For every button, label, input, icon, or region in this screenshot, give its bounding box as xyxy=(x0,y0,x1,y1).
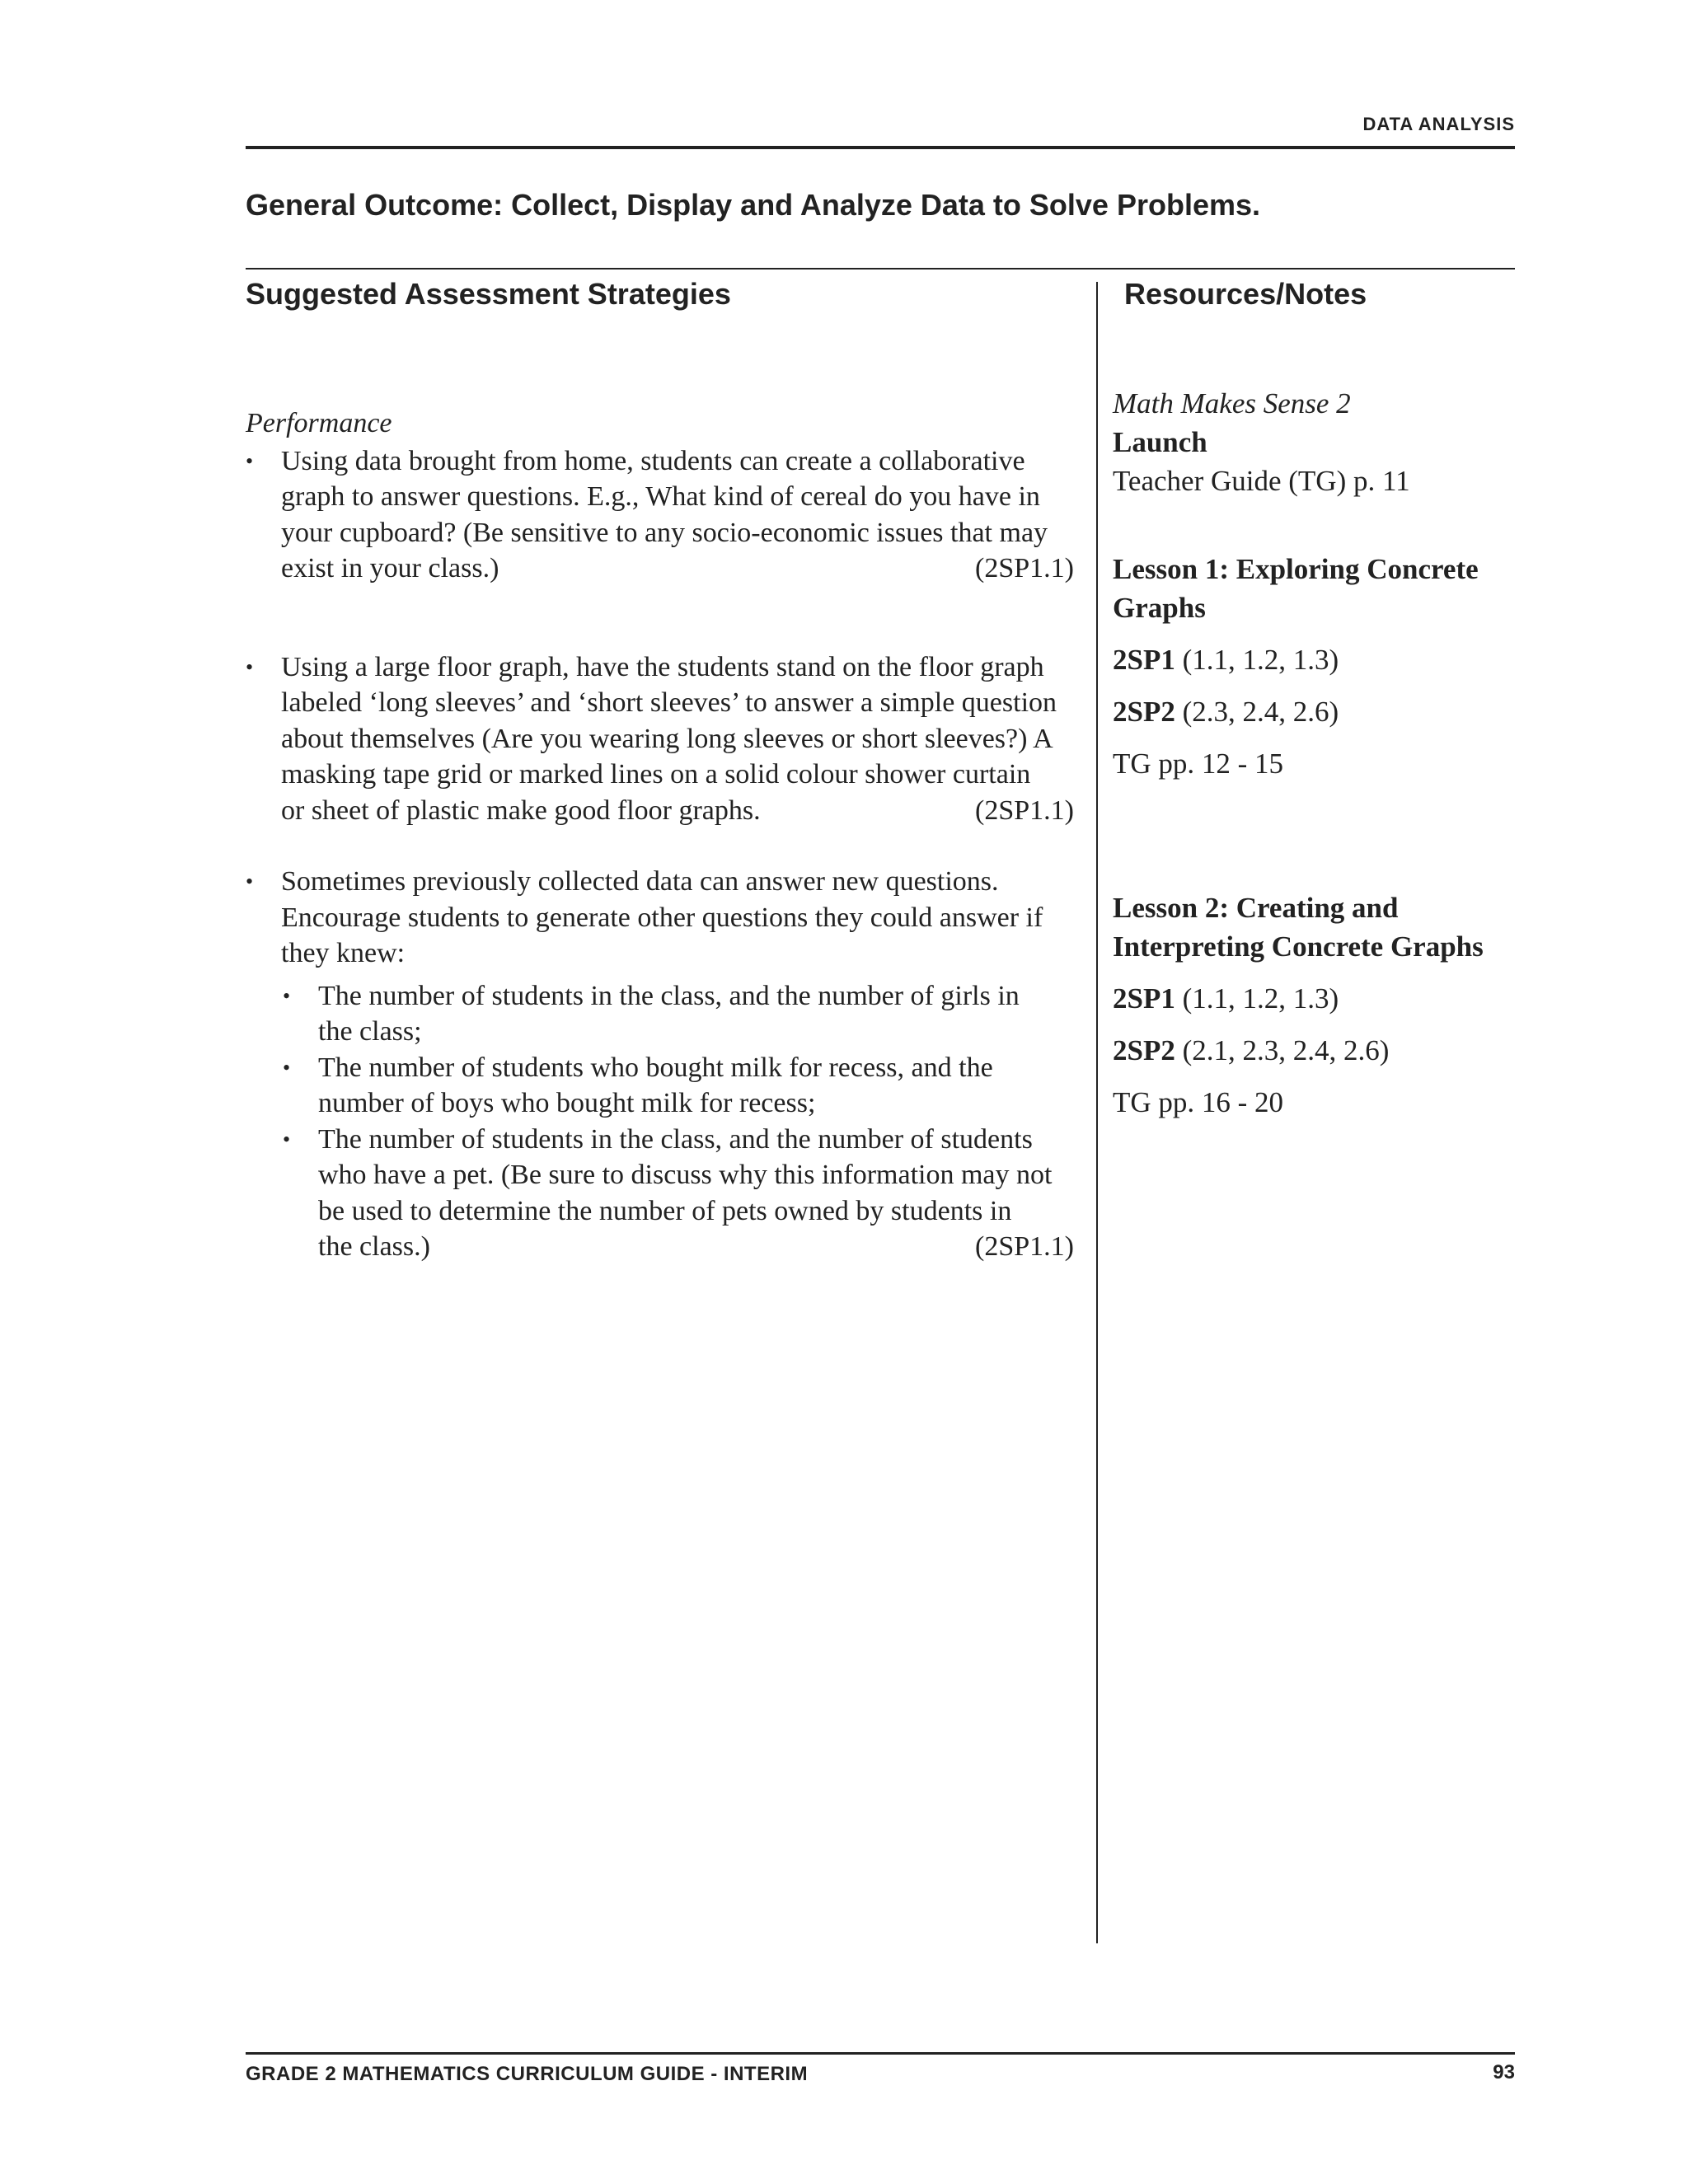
lesson2-title-line: Lesson 2: Creating and xyxy=(1113,892,1399,924)
resources-heading: Resources/Notes xyxy=(1124,277,1367,311)
bullet-line: • Using a large floor graph, have the students stand on the floor graph xyxy=(281,651,1044,682)
assessment-bullet-3 xyxy=(246,864,1074,972)
sub-bullet-2 xyxy=(246,1050,1074,1122)
bullet-line: your cupboard? (Be sensitive to any socio-economic issues that may xyxy=(281,517,1048,548)
bullet-line: • Using data brought from home, students can create a collaborative xyxy=(281,445,1025,476)
bullet-line: labeled ‘long sleeves’ and ‘short sleeves’ to answer a simple question xyxy=(281,687,1057,718)
launch-ref: Teacher Guide (TG) p. 11 xyxy=(1113,465,1410,497)
lesson2-title-line: Interpreting Concrete Graphs xyxy=(1113,930,1484,963)
assessment-bullet-1 xyxy=(246,443,1074,587)
lesson2-title xyxy=(1113,888,1517,966)
resources-column xyxy=(1113,384,1517,1122)
bullet-last-line xyxy=(281,793,1074,829)
lesson2-sp1 xyxy=(1113,979,1517,1018)
lesson1-sp2 xyxy=(1113,692,1517,731)
sub-line: who have a pet. (Be sure to discuss why this information may not xyxy=(318,1160,1053,1190)
outcome-values: (1.1, 1.2, 1.3) xyxy=(1182,982,1339,1015)
sub-line: the class; xyxy=(318,1016,422,1047)
outcome-code: 2SP1 xyxy=(1113,982,1175,1015)
resource-book-title: Math Makes Sense 2 xyxy=(1113,387,1351,419)
sub-line: number of boys who bought milk for recess; xyxy=(318,1088,816,1118)
lesson2-sp2 xyxy=(1113,1031,1517,1070)
sub-bullet-3 xyxy=(246,1122,1074,1265)
outcome-ref: (2SP1.1) xyxy=(975,1231,1074,1262)
sub-last-line xyxy=(318,1229,1074,1265)
header-rule xyxy=(246,146,1515,149)
bullet-line: masking tape grid or marked lines on a solid colour shower curtain xyxy=(281,759,1031,790)
outcome-code: 2SP2 xyxy=(1113,696,1175,728)
general-outcome-title: General Outcome: Collect, Display and Analyze Data to Solve Problems. xyxy=(246,188,1261,222)
bullet-line: exist in your class.) xyxy=(281,553,499,583)
assessment-heading: Suggested Assessment Strategies xyxy=(246,277,731,311)
bullet-line: they knew: xyxy=(281,938,406,968)
sub-line: • The number of students who bought milk for recess, and the xyxy=(318,1052,993,1083)
bullet-last-line xyxy=(281,551,1074,587)
outcome-ref: (2SP1.1) xyxy=(975,794,1074,826)
lesson1-title xyxy=(1113,550,1517,627)
bullet-line: graph to answer questions. E.g., What kind of cereal do you have in xyxy=(281,481,1040,512)
lesson1-title-line: Lesson 1: Exploring Concrete xyxy=(1113,553,1479,585)
bullet-line: Encourage students to generate other questions they could answer if xyxy=(281,902,1043,933)
sub-line: • The number of students in the class, and the number of students xyxy=(318,1123,1033,1155)
performance-label: Performance xyxy=(246,408,392,438)
lesson1-pages: TG pp. 12 - 15 xyxy=(1113,748,1284,780)
outcome-code: 2SP2 xyxy=(1113,1034,1175,1066)
outcome-code: 2SP1 xyxy=(1113,644,1175,676)
launch-label: Launch xyxy=(1113,426,1207,458)
column-divider xyxy=(1096,282,1098,1943)
lesson2-pages: TG pp. 16 - 20 xyxy=(1113,1086,1284,1118)
bullet-line: about themselves (Are you wearing long sleeves or short sleeves?) A xyxy=(281,723,1053,754)
sub-line: the class.) xyxy=(318,1231,430,1262)
outcome-values: (2.3, 2.4, 2.6) xyxy=(1182,696,1339,728)
footer-guide-title: GRADE 2 MATHEMATICS CURRICULUM GUIDE - INTERIM xyxy=(246,2063,809,2085)
assessment-column xyxy=(246,405,1074,1265)
running-header: DATA ANALYSIS xyxy=(1362,114,1515,134)
sub-line: be used to determine the number of pets owned by students in xyxy=(318,1195,1012,1226)
outcome-ref: (2SP1.1) xyxy=(975,553,1074,583)
lesson1-sp1 xyxy=(1113,640,1517,679)
bullet-line: or sheet of plastic make good floor graphs. xyxy=(281,794,761,826)
assessment-bullet-2 xyxy=(246,649,1074,829)
page-number: 93 xyxy=(1493,2061,1515,2083)
question-sub-list xyxy=(246,978,1074,1265)
outcome-values: (1.1, 1.2, 1.3) xyxy=(1182,644,1339,676)
sub-line: • The number of students in the class, and the number of girls in xyxy=(318,980,1020,1011)
sub-bullet-1 xyxy=(246,978,1074,1050)
lesson1-title-line: Graphs xyxy=(1113,592,1206,624)
footer-rule xyxy=(246,2052,1515,2055)
outcome-values: (2.1, 2.3, 2.4, 2.6) xyxy=(1182,1034,1390,1066)
section-rule xyxy=(246,268,1515,269)
bullet-line: • Sometimes previously collected data can answer new questions. xyxy=(281,866,999,897)
